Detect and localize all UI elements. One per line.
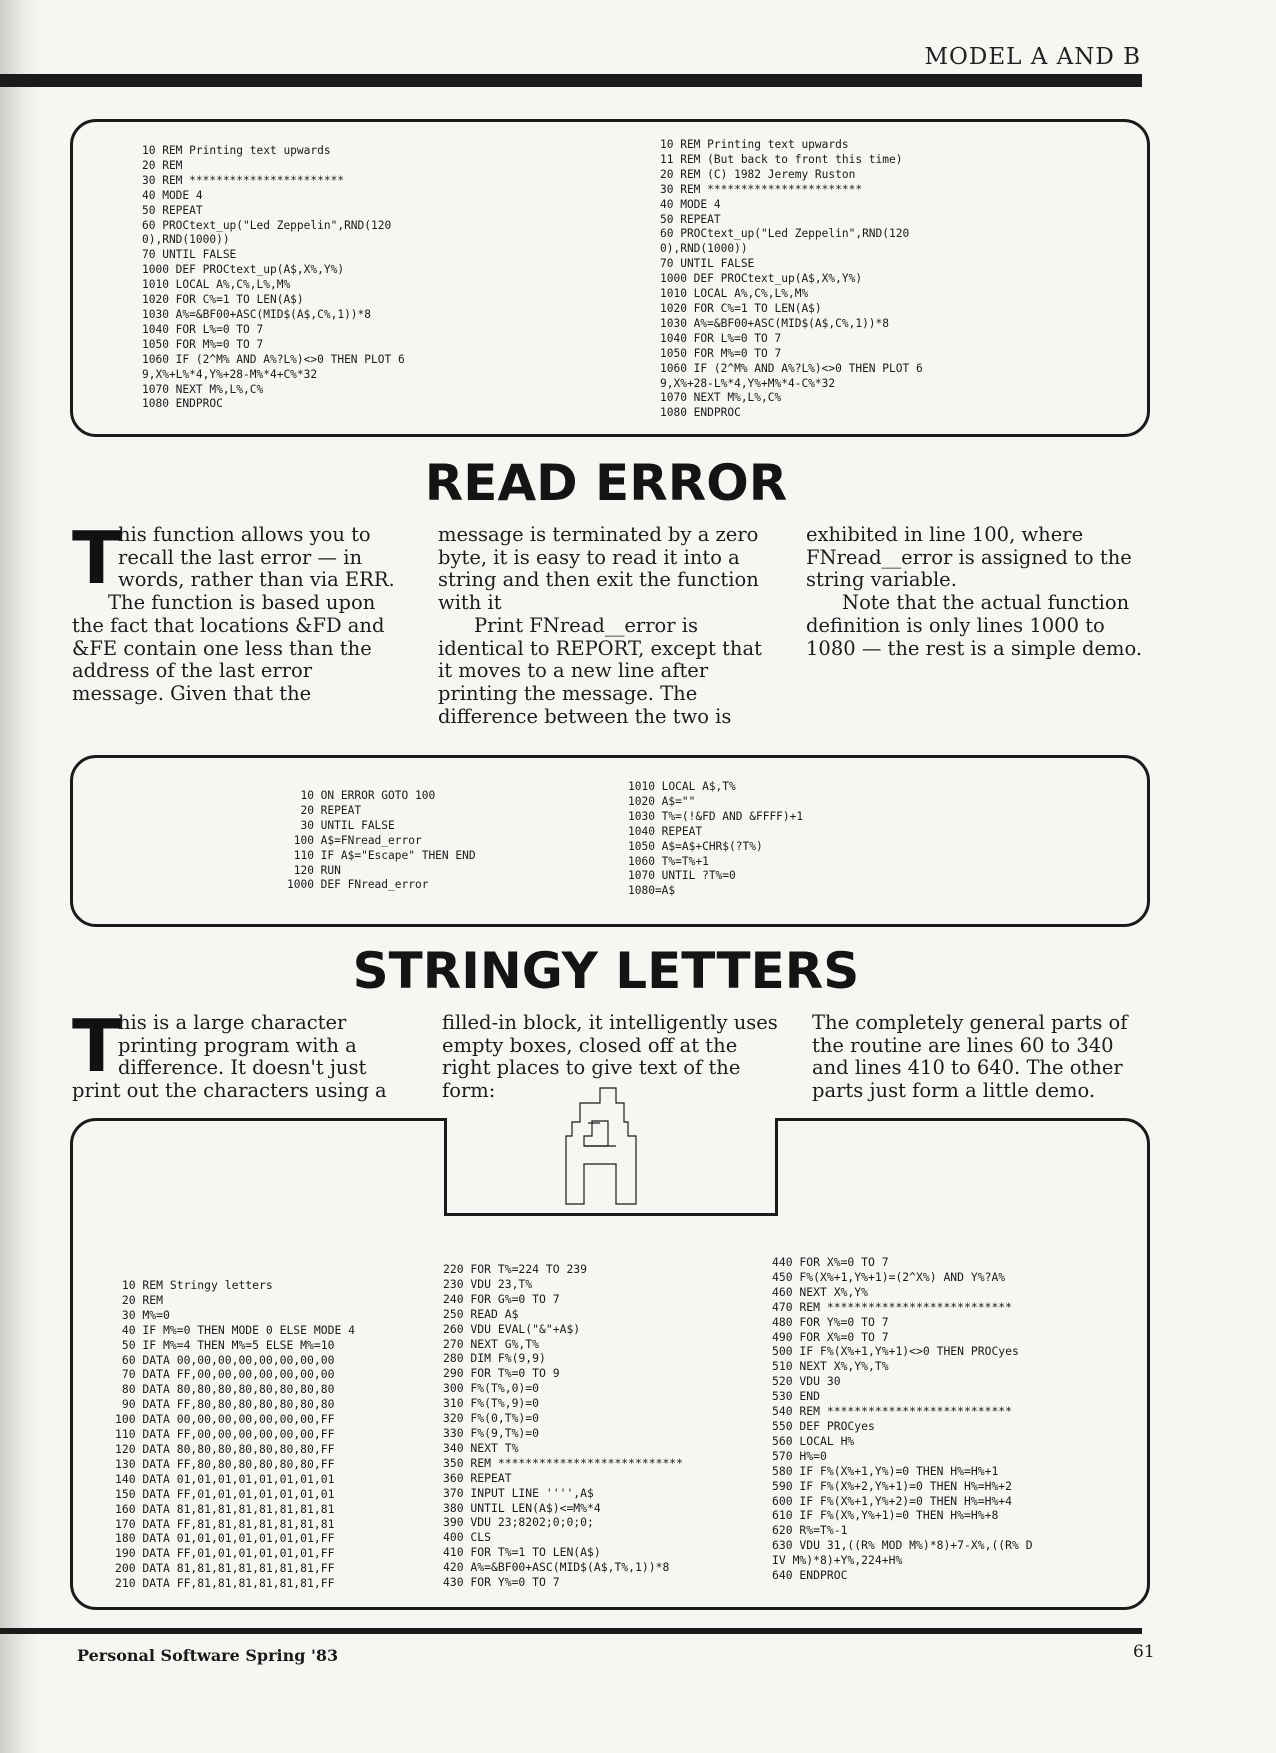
stringy-column-3 xyxy=(812,1012,1152,1103)
drop-cap: T xyxy=(72,516,122,600)
read-error-col1-para2: The function is based upon the fact that locations &FD and &FE contain one less than the address of the last error message. Given that the xyxy=(72,591,385,705)
listing-1-right: 10 REM Printing text upwards 11 REM (But back to front this time) 20 REM (C) 1982 Jeremy Ruston 30 REM *********************** 40 MODE 4 50 REPEAT 60 PROCtext_up("Led Zeppelin",RND(120 0),RND(1000)) 70 UNTIL FALSE 1000 DEF PROCtext_up(A$,X%,Y%) 1010 LOCAL A%,C%,L%,M% 1020 FOR C%=1 TO LEN(A$) 1030 A%=&BF00+ASC(MID$(A$,C%,1))*8 1040 FOR L%=0 TO 7 1050 FOR M%=0 TO 7 1060 IF (2^M% AND A%?L%)<>0 THEN PLOT 6 9,X%+28-L%*4,Y%+M%*4-C%*32 1070 NEXT M%,L%,C% 1080 ENDPROC xyxy=(660,138,923,420)
read-error-col2-para1: message is terminated by a zero byte, it is easy to read it into a string and then exit the function with it xyxy=(438,523,759,615)
read-error-col1-para1: his function allows you to recall the last error — in words, rather than via ERR. xyxy=(118,523,395,592)
publication-footer: Personal Software Spring '83 xyxy=(77,1646,339,1665)
stringy-letter-a-illustration xyxy=(560,1085,670,1207)
notch-left-edge xyxy=(444,1118,447,1216)
stringy-col1-text: his is a large character printing program with a difference. It doesn't just print out the characters using a xyxy=(72,1011,387,1103)
read-error-column-1 xyxy=(72,516,398,706)
running-head: MODEL A AND B xyxy=(924,44,1141,70)
stringy-column-1 xyxy=(72,1004,412,1103)
top-rule xyxy=(0,74,1142,87)
listing-3-column-3: 440 FOR X%=0 TO 7 450 F%(X%+1,Y%+1)=(2^X%) AND Y%?A% 460 NEXT X%,Y% 470 REM *************************** 480 FOR Y%=0 TO 7 490 FOR X%=0 TO 7 500 IF F%(X%+1,Y%+1)<>0 THEN PROCyes 510 NEXT X%,Y%,T% 520 VDU 30 530 END 540 REM *************************** 550 DEF PROCyes 560 LOCAL H% 570 H%=0 580 IF F%(X%+1,Y%)=0 THEN H%=H%+1 590 IF F%(X%+2,Y%+1)=0 THEN H%=H%+2 600 IF F%(X%+1,Y%+2)=0 THEN H%=H%+4 610 IF F%(X%,Y%+1)=0 THEN H%=H%+8 620 R%=T%-1 630 VDU 31,((R% MOD M%)*8)+7-X%,((R% D IV M%)*8)+Y%,224+H% 640 ENDPROC xyxy=(772,1255,1033,1583)
notch-bottom-edge xyxy=(444,1213,778,1216)
stringy-col2-text: filled-in block, it intelligently uses empty boxes, closed off at the right places to give text of the form: xyxy=(442,1011,778,1103)
stringy-letters-heading: STRINGY LETTERS xyxy=(352,942,860,1000)
page-gutter-shadow xyxy=(0,0,40,1753)
listing-2-right: 1010 LOCAL A$,T% 1020 A$="" 1030 T%=(!&FD AND &FFFF)+1 1040 REPEAT 1050 A$=A$+CHR$(?T%) 1060 T%=T%+1 1070 UNTIL ?T%=0 1080=A$ xyxy=(628,780,804,898)
listing-1-left: 10 REM Printing text upwards 20 REM 30 REM *********************** 40 MODE 4 50 REPEAT 60 PROCtext_up("Led Zeppelin",RND(120 0),RND(1000)) 70 UNTIL FALSE 1000 DEF PROCtext_up(A$,X%,Y%) 1010 LOCAL A%,C%,L%,M% 1020 FOR C%=1 TO LEN(A$) 1030 A%=&BF00+ASC(MID$(A$,C%,1))*8 1040 FOR L%=0 TO 7 1050 FOR M%=0 TO 7 1060 IF (2^M% AND A%?L%)<>0 THEN PLOT 6 9,X%+L%*4,Y%+28-M%*4+C%*32 1070 NEXT M%,L%,C% 1080 ENDPROC xyxy=(142,144,405,411)
listing-2-left: 10 ON ERROR GOTO 100 20 REPEAT 30 UNTIL FALSE 100 A$=FNread_error 110 IF A$="Escape" THEN END 120 RUN 1000 DEF FNread_error xyxy=(287,789,476,892)
read-error-col3-para2: Note that the actual function definition is only lines 1000 to 1080 — the rest is a simple demo. xyxy=(806,591,1143,660)
read-error-column-2 xyxy=(438,524,774,728)
stringy-col3-text: The completely general parts of the routine are lines 60 to 340 and lines 410 to 640. The other parts just form a little demo. xyxy=(812,1011,1128,1103)
read-error-col3-para1: exhibited in line 100, where FNread__error is assigned to the string variable. xyxy=(806,523,1132,592)
page-number: 61 xyxy=(1133,1642,1155,1662)
listing-3-column-2: 220 FOR T%=224 TO 239 230 VDU 23,T% 240 FOR G%=0 TO 7 250 READ A$ 260 VDU EVAL("&"+A$) 270 NEXT G%,T% 280 DIM F%(9,9) 290 FOR T%=0 TO 9 300 F%(T%,0)=0 310 F%(T%,9)=0 320 F%(0,T%)=0 330 F%(9,T%)=0 340 NEXT T% 350 REM *************************** 360 REPEAT 370 INPUT LINE '''',A$ 380 UNTIL LEN(A$)<=M%*4 390 VDU 23;8202;0;0;0; 400 CLS 410 FOR T%=1 TO LEN(A$) 420 A%=&BF00+ASC(MID$(A$,T%,1))*8 430 FOR Y%=0 TO 7 xyxy=(443,1262,684,1590)
listing-3-column-1: 10 REM Stringy letters 20 REM 30 M%=0 40 IF M%=0 THEN MODE 0 ELSE MODE 4 50 IF M%=4 THEN M%=5 ELSE M%=10 60 DATA 00,00,00,00,00,00,00,00 70 DATA FF,00,00,00,00,00,00,00 80 DATA 80,80,80,80,80,80,80,80 90 DATA FF,80,80,80,80,80,80,80 100 DATA 00,00,00,00,00,00,00,FF 110 DATA FF,00,00,00,00,00,00,FF 120 DATA 80,80,80,80,80,80,80,FF 130 DATA FF,80,80,80,80,80,80,FF 140 DATA 01,01,01,01,01,01,01,01 150 DATA FF,01,01,01,01,01,01,01 160 DATA 81,81,81,81,81,81,81,81 170 DATA FF,81,81,81,81,81,81,81 180 DATA 01,01,01,01,01,01,01,FF 190 DATA FF,01,01,01,01,01,01,FF 200 DATA 81,81,81,81,81,81,81,FF 210 DATA FF,81,81,81,81,81,81,FF xyxy=(115,1278,356,1591)
read-error-heading: READ ERROR xyxy=(424,454,788,512)
read-error-column-3 xyxy=(806,524,1146,660)
drop-cap: T xyxy=(72,1004,122,1088)
listing-box-2 xyxy=(70,755,1150,927)
bottom-rule xyxy=(0,1628,1142,1634)
letter-outline-inner xyxy=(584,1121,608,1146)
notch-right-edge xyxy=(775,1118,778,1216)
read-error-col2-para2: Print FNread__error is identical to REPORT, except that it moves to a new line after printing the message. The difference between the two is xyxy=(438,613,762,728)
